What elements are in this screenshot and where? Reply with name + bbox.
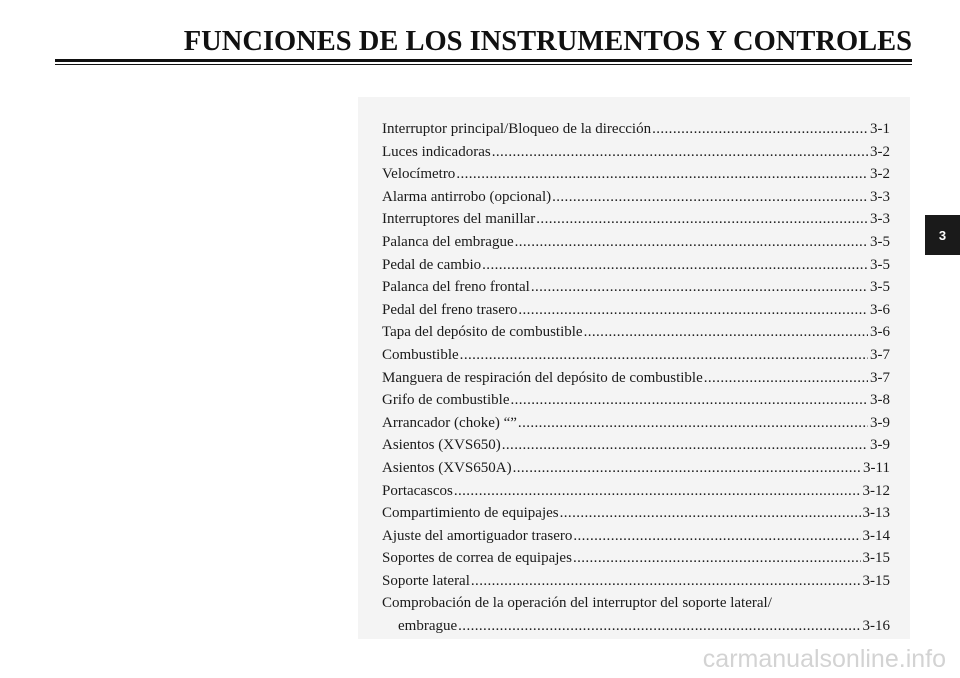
watermark-text: carmanualsonline.info: [702, 645, 946, 673]
toc-entry[interactable]: [382, 231, 890, 254]
toc-entry[interactable]: [382, 592, 890, 615]
table-of-contents: [382, 118, 890, 638]
toc-leader-dots: [454, 480, 861, 503]
toc-leader-dots: [518, 299, 868, 322]
toc-entry-page: 3-15: [862, 550, 890, 567]
toc-entry-page: 3-9: [870, 437, 890, 454]
toc-entry-label: Arrancador (choke) “”: [382, 414, 517, 431]
toc-entry-page: 3-9: [870, 414, 890, 431]
toc-leader-dots: [704, 367, 868, 390]
toc-entry[interactable]: [382, 412, 890, 435]
toc-entry-label: Pedal de cambio: [382, 256, 482, 273]
toc-entry-page: 3-6: [870, 301, 890, 318]
toc-entry[interactable]: [382, 389, 890, 412]
toc-entry-label: Alarma antirrobo (opcional): [382, 188, 552, 205]
toc-entry-page: 3-15: [862, 572, 890, 589]
toc-leader-dots: [573, 525, 860, 548]
toc-leader-dots: [510, 389, 868, 412]
toc-entry-label: Soportes de correa de equipajes: [382, 550, 572, 567]
toc-entry-page: 3-3: [870, 211, 890, 228]
toc-entry[interactable]: [382, 525, 890, 548]
toc-entry-page: 3-7: [870, 369, 890, 386]
toc-entry-page: 3-5: [870, 233, 890, 250]
toc-entry[interactable]: [382, 254, 890, 277]
toc-leader-dots: [515, 231, 868, 254]
toc-entry-page: 3-13: [862, 505, 890, 522]
toc-entry-label: Palanca del embrague: [382, 233, 514, 250]
toc-leader-dots: [492, 141, 868, 164]
toc-entry[interactable]: [382, 163, 890, 186]
toc-entry[interactable]: [382, 208, 890, 231]
toc-leader-dots: [460, 344, 868, 367]
toc-entry-label: Comprobación de la operación del interruptor del soporte lateral/: [382, 595, 772, 612]
toc-entry-label: Tapa del depósito de combustible: [382, 324, 583, 341]
toc-entry[interactable]: [382, 118, 890, 141]
toc-entry-page: 3-1: [870, 121, 890, 137]
toc-entry[interactable]: [382, 367, 890, 390]
toc-entry-label: embrague: [398, 618, 458, 635]
toc-leader-dots: [536, 208, 868, 231]
chapter-number: 3: [938, 227, 947, 243]
toc-entry[interactable]: [382, 615, 890, 638]
toc-entry-label: Interruptores del manillar: [382, 211, 536, 228]
toc-entry-label: Compartimiento de equipajes: [382, 505, 559, 522]
toc-leader-dots: [518, 412, 868, 435]
header-rule: [55, 59, 912, 62]
toc-entry-page: 3-5: [870, 256, 890, 273]
toc-entry-label: Palanca del freno frontal: [382, 279, 530, 296]
toc-entry-label: Pedal del freno trasero: [382, 301, 518, 318]
toc-entry[interactable]: [382, 480, 890, 503]
page-title: FUNCIONES DE LOS INSTRUMENTOS Y CONTROLES: [183, 26, 912, 57]
toc-entry-label: Interruptor principal/Bloqueo de la dirección: [382, 121, 652, 137]
toc-entry[interactable]: [382, 570, 890, 593]
toc-leader-dots: [573, 547, 861, 570]
toc-leader-dots: [652, 118, 868, 141]
toc-leader-dots: [560, 502, 861, 525]
toc-entry-label: Portacascos: [382, 482, 453, 499]
toc-entry[interactable]: [382, 321, 890, 344]
toc-entry[interactable]: [382, 457, 890, 480]
toc-entry-label: Soporte lateral: [382, 572, 470, 589]
toc-entry-page: 3-8: [870, 392, 890, 409]
toc-leader-dots: [502, 434, 868, 457]
toc-entry[interactable]: [382, 141, 890, 164]
toc-entry-label: Combustible: [382, 346, 459, 363]
toc-leader-dots: [482, 254, 868, 277]
toc-entry-label: Luces indicadoras: [382, 143, 491, 160]
toc-entry-label: Ajuste del amortiguador trasero: [382, 527, 573, 544]
toc-entry[interactable]: [382, 276, 890, 299]
toc-entry-page: 3-2: [870, 143, 890, 160]
toc-leader-dots: [513, 457, 861, 480]
toc-leader-dots: [458, 615, 860, 638]
toc-entry-page: 3-16: [862, 618, 890, 635]
toc-entry-page: 3-3: [870, 188, 890, 205]
toc-leader-dots: [471, 570, 861, 593]
toc-entry[interactable]: [382, 299, 890, 322]
toc-leader-dots: [456, 163, 868, 186]
toc-entry-page: 3-11: [863, 459, 890, 476]
toc-entry-label: Asientos (XVS650): [382, 437, 501, 454]
toc-entry-page: 3-5: [870, 279, 890, 296]
toc-entry[interactable]: [382, 434, 890, 457]
toc-entry-label: Manguera de respiración del depósito de combustible: [382, 369, 703, 386]
toc-leader-dots: [531, 276, 868, 299]
toc-entry[interactable]: [382, 547, 890, 570]
toc-entry-page: 3-14: [862, 527, 890, 544]
toc-entry[interactable]: [382, 186, 890, 209]
toc-entry[interactable]: [382, 344, 890, 367]
toc-leader-dots: [552, 186, 868, 209]
toc-entry-label: Grifo de combustible: [382, 392, 510, 409]
chapter-tab: [925, 215, 960, 255]
toc-entry-page: 3-7: [870, 346, 890, 363]
toc-leader-dots: [584, 321, 868, 344]
header-rule-thin: [55, 64, 912, 65]
toc-entry-label: Velocímetro: [382, 166, 456, 183]
toc-entry[interactable]: [382, 502, 890, 525]
toc-entry-page: 3-2: [870, 166, 890, 183]
toc-entry-label: Asientos (XVS650A): [382, 459, 512, 476]
toc-entry-page: 3-12: [862, 482, 890, 499]
toc-entry-page: 3-6: [870, 324, 890, 341]
